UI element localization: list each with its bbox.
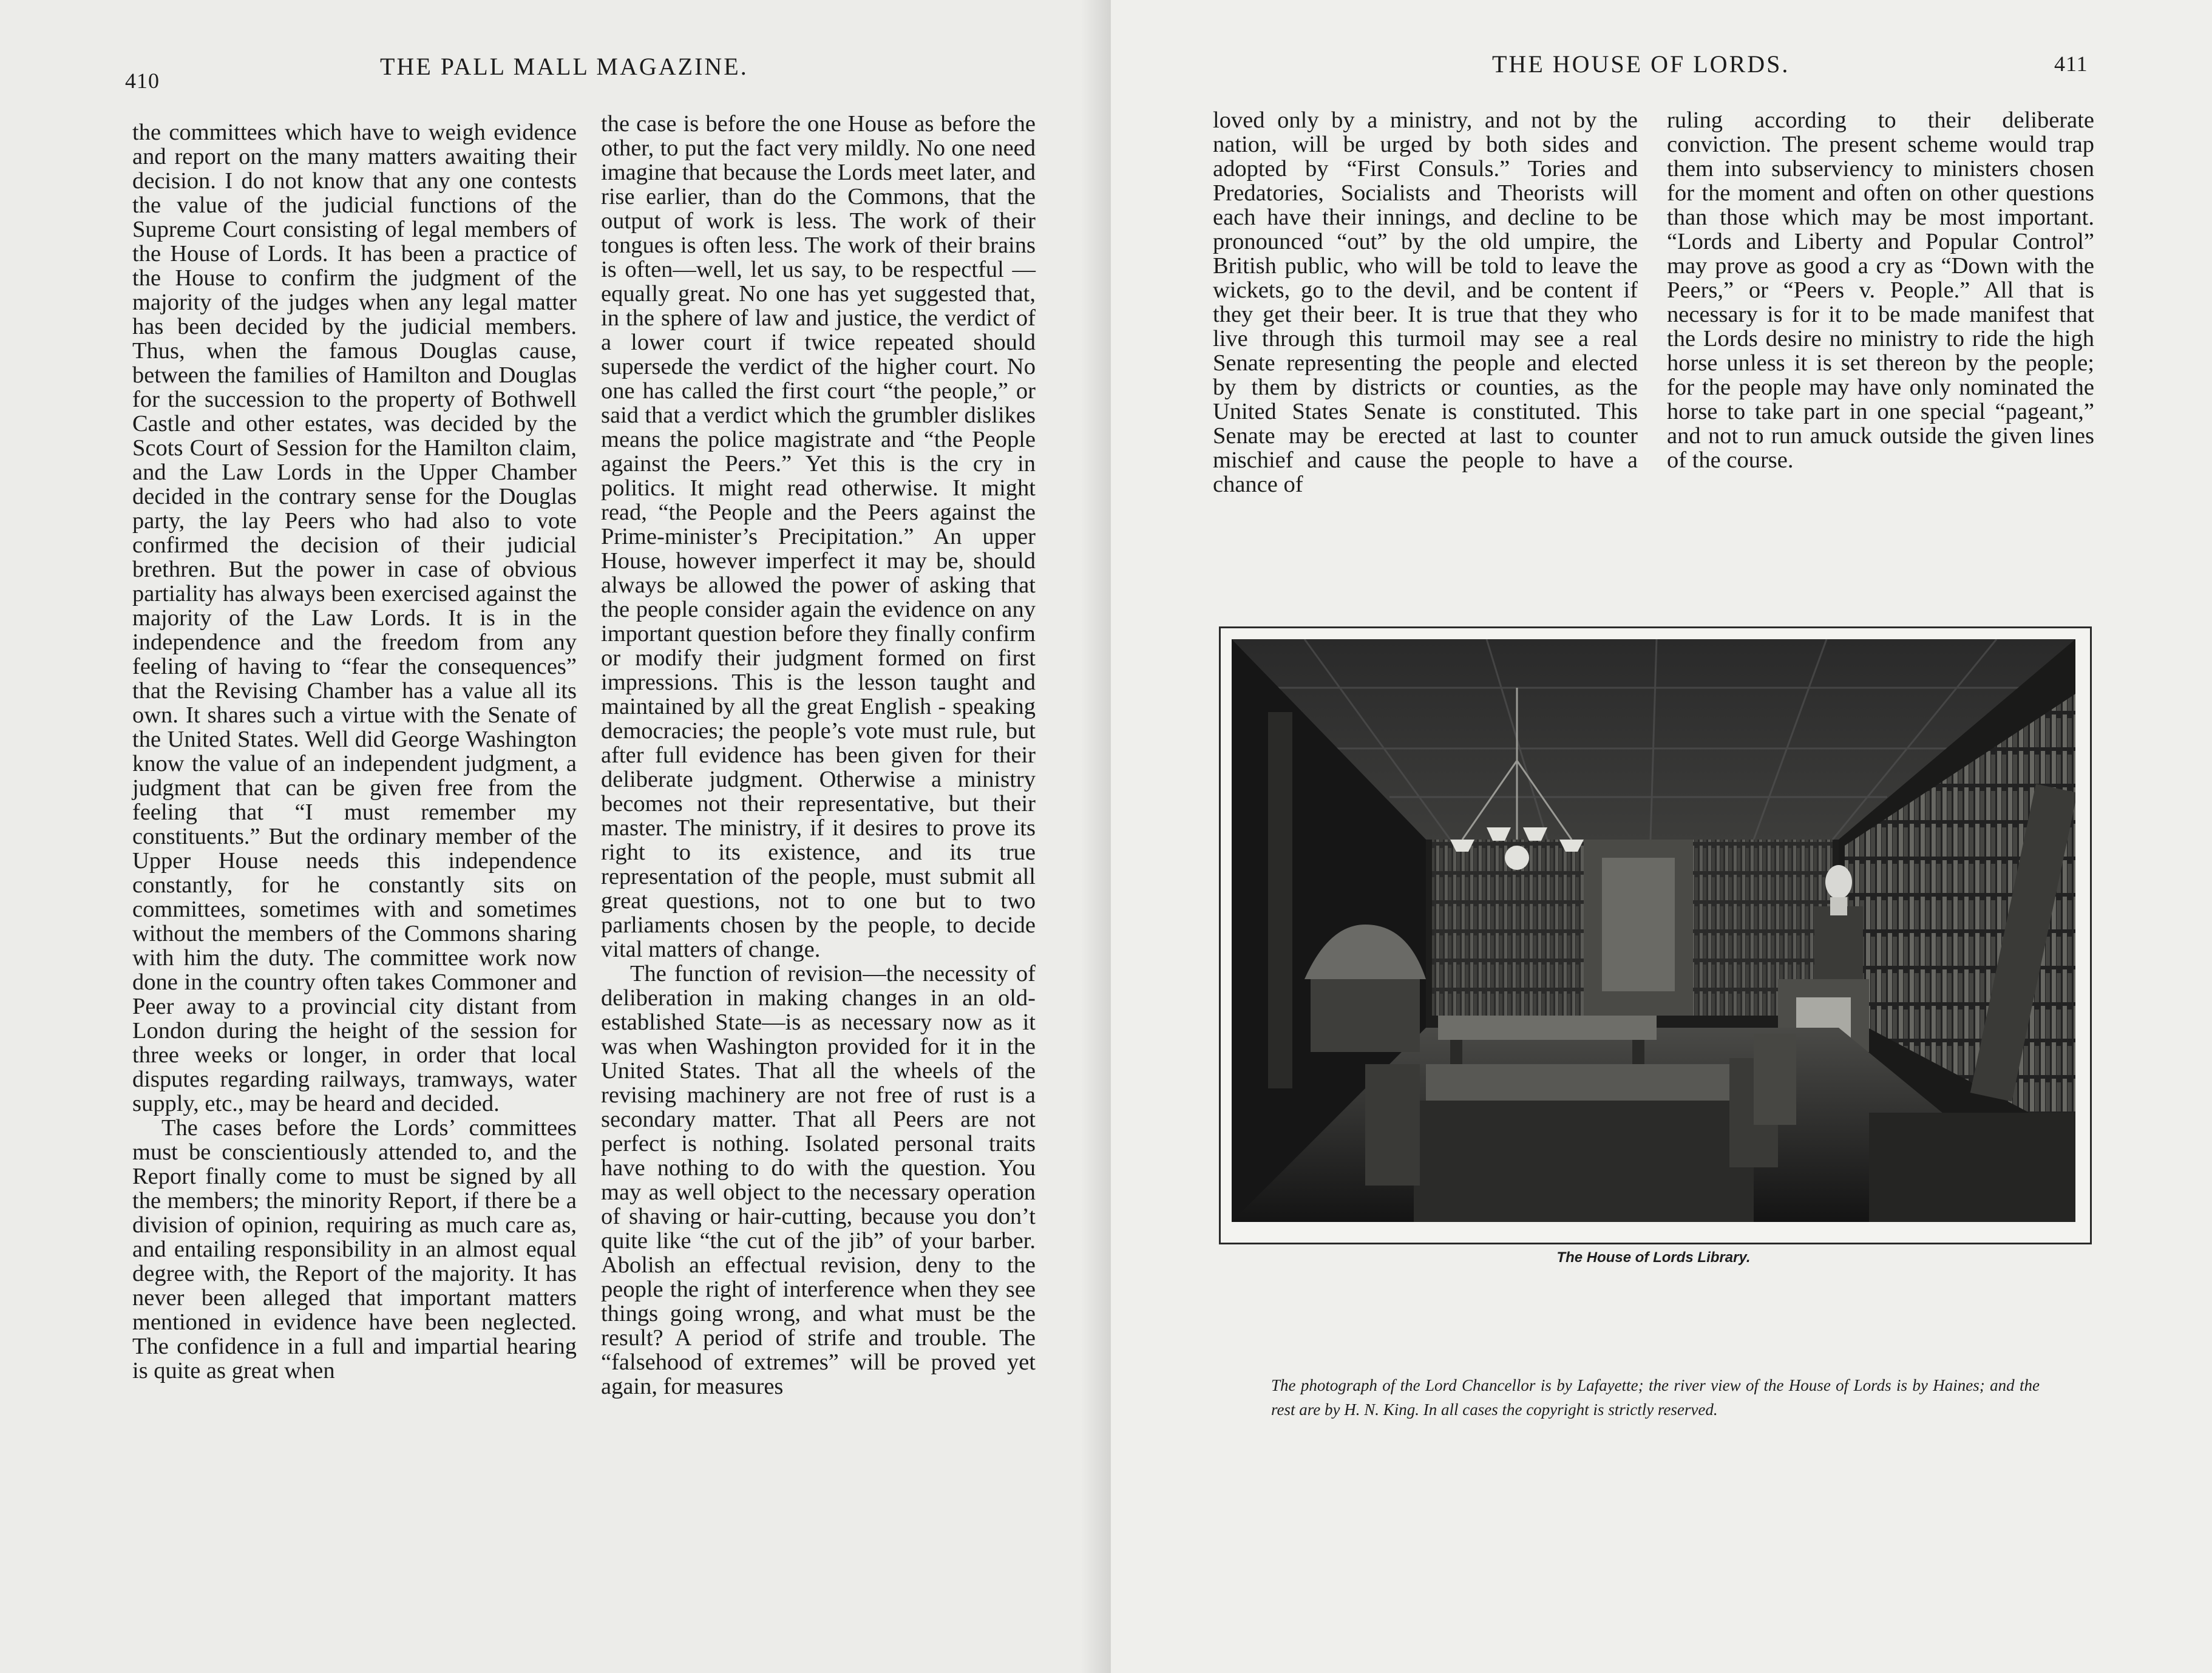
text-column-3 (1213, 108, 1638, 497)
paragraph: the committees which have to weigh evidence and report on the many matters awaiting their decision. I do not know that any one contests the value of the judicial functions of the Supreme Court consisting of legal members of the House of Lords. It has been a practice of the House to confirm the judgment of the majority of the judges when any legal matter has been decided by the judicial members. Thus, when the famous Douglas cause, between the families of Hamilton and Douglas for the succession to the property of Bothwell Castle and other estates, was decided by the Scots Court of Session for the Hamilton claim, and the Law Lords in the Upper Chamber decided in the contrary sense for the Douglas party, the lay Peers who had also to vote confirmed the decision of their judicial brethren. But the power in case of obvious partiality has always been exercised against the majority of the Law Lords. It is in the independence and the freedom from any feeling of having to “fear the consequences” that the Revising Chamber has a value all its own. It shares such a virtue with the Senate of the United States. Well did George Washington know the value of an independent judgment, a judgment that can be given free from the feeling that “I must remember my constituents.” But the ordinary member of the Upper House needs this independence constantly, for he constantly sits on committees, sometimes with and sometimes without the members of the Commons sharing with him the duty. The committee work now done in the country often takes Commoner and Peer away to a provincial city distant from London during the height of the session for three weeks or longer, in order that local disputes regarding railways, tramways, water supply, etc., may be heard and decided. (132, 120, 577, 1116)
page-number-left: 410 (125, 69, 160, 93)
paragraph: The cases before the Lords’ committees must be conscientiously attended to, and the Report finally come to must be signed by all the members; the minority Report, if there be a division of opinion, requiring as much care as, and entailing responsibility in an almost equal degree with, the Report of the majority. It has never been alleged that important matters mentioned in evidence have been neglected. The confidence in a full and impartial hearing is quite as great when (132, 1115, 577, 1383)
running-head-left: THE PALL MALL MAGAZINE. (380, 53, 748, 80)
library-photograph-frame (1219, 626, 2092, 1244)
photo-credits: The photograph of the Lord Chancellor is by Lafayette; the river view of the House of Lords is by Haines; and the rest are by H. N. King. In all cases the copyright is strictly reserved. (1271, 1376, 2040, 1419)
text-column-4 (1667, 108, 2094, 472)
running-head-right: THE HOUSE OF LORDS. (1492, 50, 1790, 78)
page-number-right: 411 (2054, 52, 2088, 76)
library-photograph (1232, 639, 2075, 1222)
library-interior-illustration (1232, 639, 2075, 1222)
text-column-1 (132, 120, 577, 1383)
paragraph: loved only by a ministry, and not by the nation, will be urged by both sides and adopted by “First Consuls.” Tories and Predatories, Socialists and Theorists will each have their innings, and decline to be pronounced “out” by the old umpire, the British public, who will be told to leave the wickets, go to the devil, and be content if they get their beer. It is true that they who live through this turmoil may see a real Senate representing the people and elected by them by districts or counties, as the United States Senate is constituted. This Senate may be erected at last to counter mischief and cause the people to have a chance of (1213, 107, 1638, 497)
text-column-2 (601, 112, 1036, 1399)
paragraph: ruling according to their deliberate conviction. The present scheme would trap them into subserviency to ministers chosen for the moment and often on other questions than those which may be most important. “Lords and Liberty and Popular Control” may prove as good a cry as “Down with the Peers,” or “Peers v. People.” All that is necessary is for it to be made manifest that the Lords desire no ministry to ride the high horse unless it is set thereon by the people; for the people may have only nominated the horse to take part in one special “pageant,” and not to run amuck outside the given lines of the course. (1667, 107, 2094, 473)
paragraph: the case is before the one House as before the other, to put the fact very mildly. No one need imagine that because the Lords meet later, and rise earlier, than do the Commons, that the output of work is less. The work of their tongues is often less. The work of their brains is often—well, let us say, to be respectful — equally great. No one has yet suggested that, in the sphere of law and justice, the verdict of a lower court if twice repeated should supersede the verdict of the higher court. No one has called the first court “the people,” or said that a verdict which the grumbler dislikes means the police magistrate and “the People against the Peers.” Yet this is the cry in politics. It might read otherwise. It might read, “the People and the Peers against the Prime-minister’s Precipitation.” An upper House, however imperfect it may be, should always be allowed the power of asking that the people consider again the evidence on any important question before they finally confirm or modify their judgment formed on first impressions. This is the lesson taught and maintained by all the great English - speaking democracies; the people’s vote must rule, but after full evidence has been given for their deliberate judgment. Otherwise a ministry becomes not their representative, but their master. The ministry, if it desires to prove its right to its existence, and its true representation of the people, must submit all great questions, not to one but to two parliaments chosen by the people, to decide vital matters of change. (601, 111, 1036, 962)
photo-caption: The House of Lords Library. (1556, 1249, 1751, 1266)
paragraph: The function of revision—the necessity of deliberation in making changes in an old-established State—is as necessary now as it was when Washington provided for it in the United States. That all the wheels of the revising machinery are not free of rust is a secondary matter. That all Peers are not perfect is nothing. Isolated personal traits have nothing to do with the question. You may as well object to the necessary operation of shaving or hair-cutting, because you don’t quite like “the cut of the jib” of your barber. Abolish an effectual revision, deny to the people the right of interference when they see things going wrong, and what must be the result? A period of strife and trouble. The “falsehood of extremes” will be proved yet again, for measures (601, 961, 1036, 1399)
